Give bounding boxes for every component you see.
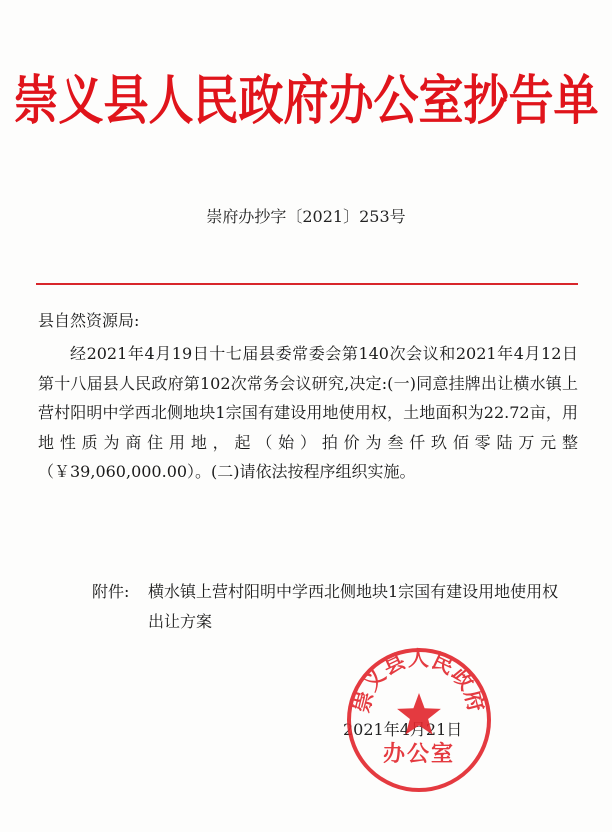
- attachment-label: 附件:: [92, 582, 130, 601]
- seal-star-icon: [397, 693, 441, 735]
- document-title: 崇义县人民政府办公室抄告单: [13, 69, 599, 132]
- seal-arc-text: 崇义县人民政府: [349, 646, 489, 716]
- seal-graphic: [344, 645, 494, 795]
- attachment: [92, 577, 572, 636]
- body-text: [38, 339, 578, 487]
- body-paragraph: 经2021年4月19日十七届县委常委会第140次会议和2021年4月12日第十八届县人民政府第102次常务会议研究,决定:(一)同意挂牌出让横水镇上营村阳明中学西北侧地块1宗国有建设用地使用权，土地面积为22.72亩，用地性质为商住用地，起（始）拍价为叁仟玖佰零陆万元整（￥39,060,000.00）。(二)请依法按程序组织实施。: [38, 344, 578, 481]
- attachment-text: 横水镇上营村阳明中学西北侧地块1宗国有建设用地使用权出让方案: [148, 582, 559, 631]
- document-number: 崇府办抄字〔2021〕253号: [206, 207, 406, 226]
- official-seal: [344, 645, 494, 795]
- seal-bottom-text: 办公室: [382, 742, 455, 767]
- header-divider: [36, 283, 578, 285]
- issue-date: 2021年4月21日: [343, 720, 463, 739]
- addressee: 县自然资源局:: [38, 311, 140, 330]
